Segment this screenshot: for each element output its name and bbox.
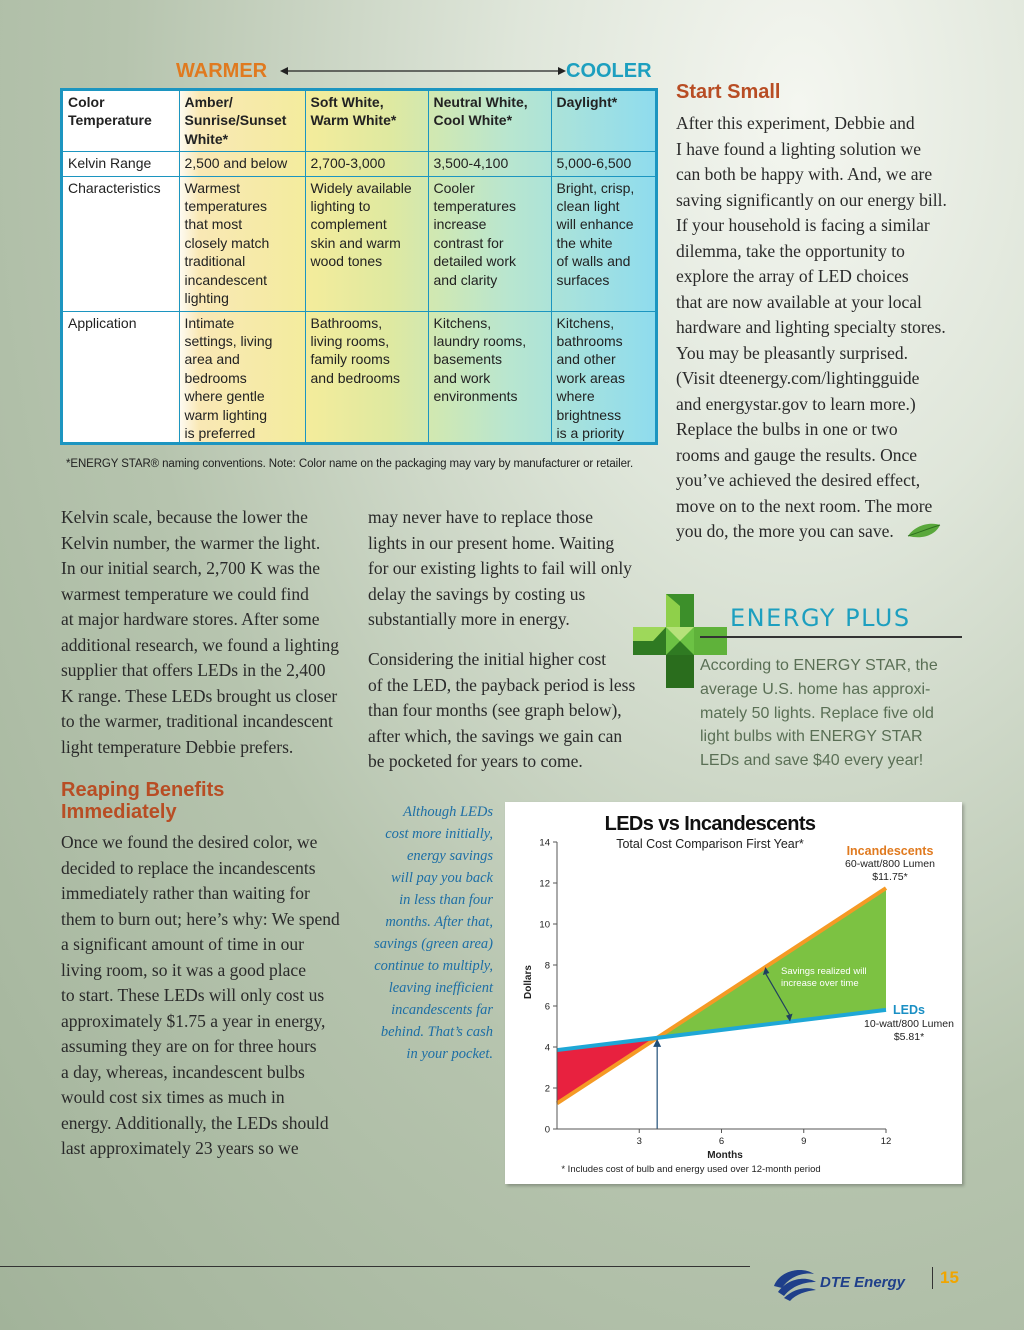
y-axis-label: Dollars	[523, 965, 534, 999]
table-header-cell: Soft White, Warm White*	[305, 91, 428, 152]
table-header-cell: Color Temperature	[63, 91, 179, 152]
y-tick-label: 4	[544, 1042, 550, 1054]
reaping-benefits-heading: Reaping Benefits Immediately	[61, 779, 225, 823]
color-temperature-table	[60, 88, 658, 445]
cooler-label: COOLER	[566, 60, 652, 82]
incandescents-legend-detail: 60-watt/800 Lumen	[845, 858, 935, 870]
leaf-icon	[906, 522, 942, 540]
page-number-separator	[932, 1267, 933, 1289]
start-small-heading: Start Small	[676, 81, 781, 103]
y-tick-label: 8	[544, 960, 550, 972]
start-small-body: After this experiment, Debbie and I have found a lighting solution we can both be happy with. And, we are saving significantly on our energy bill. If your household is facing a similar dilemma, take the opportunity to explore the array of LED choices that are now available at your local hardware and lighting specialty stores. You may be pleasantly surprised. (Visit dteenergy.com/lightingguide and energystar.gov to learn more.) Replace the bulbs in one or two rooms and gauge the results. Once you’ve achieved the desired effect, move on to the next room. The more you do, the more you can save.	[676, 113, 947, 541]
chart-subtitle: Total Cost Comparison First Year*	[616, 837, 804, 851]
savings-annotation-line: Savings realized will	[781, 966, 867, 977]
leds-vs-incandescents-chart	[505, 802, 962, 1184]
table-cell: Warmest temperatures that most closely match traditional incandescent lighting	[179, 176, 305, 311]
column1-paragraph1: Kelvin scale, because the lower the Kelvin number, the warmer the light. In our initial search, 2,700 K was the warmest temperature we could find at major hardware stores. After some additional research, we found a lighting supplier that offers LEDs in the 2,400 K range. These LEDs brought us closer to the warmer, traditional incandescent light temperature Debbie prefers.	[61, 507, 339, 757]
table-cell: Widely available lighting to complement skin and warm wood tones	[305, 176, 428, 311]
footer-rule	[0, 1266, 750, 1267]
table-cell: Application	[63, 311, 179, 445]
chart-title: LEDs vs Incandescents	[604, 813, 816, 835]
column2-paragraph1: may never have to replace those lights in our present home. Waiting for our existing lights to fail will only delay the savings by costing us substantially more in energy.	[368, 507, 632, 629]
y-tick-label: 6	[544, 1001, 550, 1013]
table-header-cell: Daylight*	[551, 91, 655, 152]
table-cell: 2,500 and below	[179, 152, 305, 176]
energy-plus-body: According to ENERGY STAR, the average U.S. home has approxi- mately 50 lights. Replace five old light bulbs with ENERGY STAR LEDs and save $40 every year!	[700, 657, 938, 770]
table-cell: Bright, crisp, clean light will enhance the white of walls and surfaces	[551, 176, 655, 311]
warmer-label: WARMER	[176, 60, 268, 82]
table-header-cell: Neutral White, Cool White*	[428, 91, 551, 152]
y-tick-label: 12	[539, 878, 550, 890]
table-header-cell: Amber/ Sunrise/Sunset White*	[179, 91, 305, 152]
table-cell: Intimate settings, living area and bedrooms where gentle warm lighting is preferred	[179, 311, 305, 445]
x-tick-label: 3	[636, 1136, 642, 1147]
x-tick-label: 9	[801, 1136, 807, 1147]
page-number: 15	[940, 1268, 959, 1287]
y-tick-label: 2	[544, 1083, 550, 1095]
chart-svg	[505, 802, 962, 1184]
column1-paragraph2: Once we found the desired color, we decided to replace the incandescents immediately rather than waiting for them to burn out; here’s why: We spend a significant amount of time in our living room, so it was a good place to start. These LEDs will only cost us approximately $1.75 a year in energy, assuming they are on for three hours a day, whereas, incandescent bulbs would cost six times as much in energy. Additionally, the LEDs should last approximately 23 years so we	[61, 832, 340, 1158]
energy-plus-title: ENERGY PLUS	[730, 604, 911, 632]
table-cell: 3,500-4,100	[428, 152, 551, 176]
leds-legend-detail: 10-watt/800 Lumen	[864, 1018, 954, 1030]
dte-energy-logo	[770, 1266, 930, 1302]
table-footnote: *ENERGY STAR® naming conventions. Note: Color name on the packaging may vary by manufacturer or retailer.	[66, 458, 634, 470]
energy-plus-rule	[700, 636, 962, 638]
table-cell: 5,000-6,500	[551, 152, 655, 176]
table-cell: Bathrooms, living rooms, family rooms and bedrooms	[305, 311, 428, 445]
x-tick-label: 6	[718, 1136, 725, 1147]
incandescents-legend-price: $11.75*	[872, 871, 908, 883]
table-cell: Kitchens, laundry rooms, basements and work environments	[428, 311, 551, 445]
double-arrow-icon	[280, 65, 566, 77]
x-tick-label: 12	[880, 1136, 892, 1147]
leds-legend-name: LEDs	[893, 1003, 925, 1017]
dte-brand-text: DTE Energy	[820, 1274, 906, 1291]
dte-globe-icon	[774, 1270, 816, 1301]
table-cell: Kelvin Range	[63, 152, 179, 176]
column2-paragraph2: Considering the initial higher cost of the LED, the payback period is less than four months (see graph below), after which, the savings we gain can be pocketed for years to come.	[368, 649, 636, 771]
savings-annotation	[781, 966, 867, 989]
table-cell: Kitchens, bathrooms and other work areas where brightness is a priority	[556, 314, 625, 442]
table-cell: 2,700-3,000	[305, 152, 428, 176]
table-cell: Cooler temperatures increase contrast for detailed work and clarity	[428, 176, 551, 311]
y-tick-label: 14	[539, 837, 550, 849]
y-tick-label: 10	[539, 919, 550, 931]
savings-annotation-line: increase over time	[781, 978, 859, 989]
chart-footnote: * Includes cost of bulb and energy used over 12-month period	[561, 1164, 821, 1175]
pull-quote: Although LEDs cost more initially, energy savings will pay you back in less than four months. After that, savings (green area) continue to multiply, leaving inefficient incandescents far behind. That’s cash in your pocket.	[374, 804, 493, 1062]
incandescents-legend-name: Incandescents	[846, 844, 934, 858]
table-cell: Characteristics	[63, 176, 179, 311]
leds-legend-price: $5.81*	[893, 1031, 925, 1043]
x-axis-label: Months	[707, 1150, 743, 1161]
y-tick-label: 0	[544, 1124, 550, 1136]
